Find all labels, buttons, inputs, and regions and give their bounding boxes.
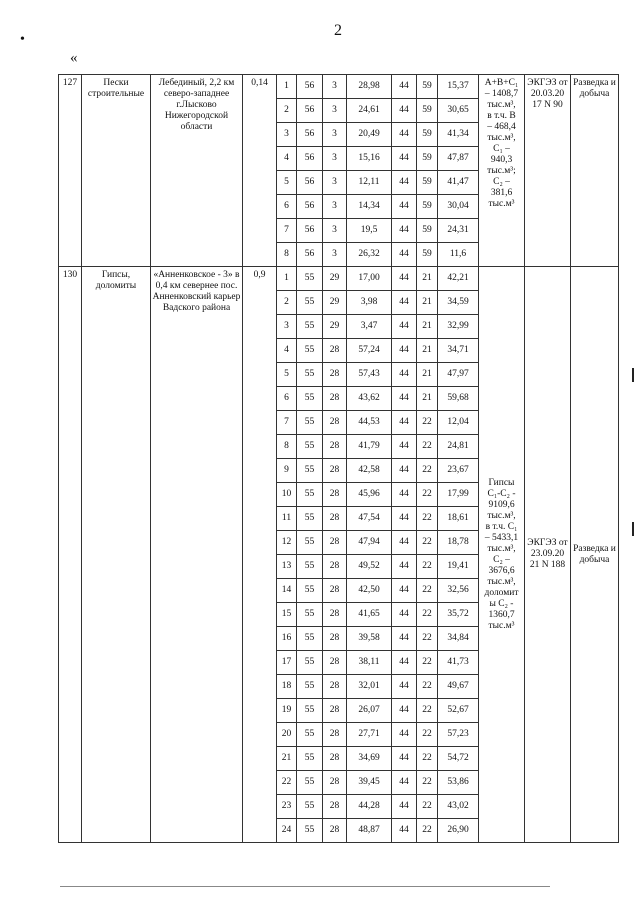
- coordinate-cell: 55: [297, 531, 323, 555]
- coordinate-cell: 22: [417, 819, 438, 843]
- coordinate-cell: 6: [277, 195, 297, 219]
- coordinate-cell: 29: [323, 291, 347, 315]
- coordinate-cell: 41,34: [438, 123, 479, 147]
- coordinate-cell: 44: [392, 339, 417, 363]
- coordinate-cell: 55: [297, 675, 323, 699]
- coordinate-cell: 34,71: [438, 339, 479, 363]
- coordinate-cell: 55: [297, 627, 323, 651]
- coordinate-cell: 42,21: [438, 267, 479, 291]
- coordinate-cell: 3: [323, 219, 347, 243]
- coordinate-cell: 14,34: [347, 195, 392, 219]
- coordinate-cell: 3: [323, 171, 347, 195]
- coordinate-cell: 47,94: [347, 531, 392, 555]
- coordinate-cell: 30,04: [438, 195, 479, 219]
- coordinate-cell: 44: [392, 267, 417, 291]
- coordinate-cell: 44: [392, 555, 417, 579]
- reserves-line: тыс.м³: [488, 199, 515, 209]
- coordinate-cell: 55: [297, 387, 323, 411]
- bottom-rule: [60, 886, 550, 887]
- coordinate-cell: 19: [277, 699, 297, 723]
- coordinate-cell: 22: [417, 723, 438, 747]
- coordinate-cell: 44: [392, 723, 417, 747]
- coordinate-cell: 34,84: [438, 627, 479, 651]
- coordinate-cell: 5: [277, 363, 297, 387]
- coordinate-cell: 44: [392, 123, 417, 147]
- coordinate-cell: 57,23: [438, 723, 479, 747]
- coordinate-cell: 44: [392, 483, 417, 507]
- coordinate-cell: 2: [277, 99, 297, 123]
- deposit-location: Лебединый, 2,2 км северо-западнее г.Лысково Нижегородской области: [151, 75, 243, 267]
- coordinate-cell: 55: [297, 723, 323, 747]
- page-number: 2: [334, 22, 342, 39]
- coordinate-cell: 21: [417, 339, 438, 363]
- coordinate-cell: 21: [417, 291, 438, 315]
- coordinate-cell: 41,47: [438, 171, 479, 195]
- coordinate-cell: 28: [323, 459, 347, 483]
- coordinate-cell: 22: [417, 795, 438, 819]
- coordinate-cell: 59: [417, 195, 438, 219]
- coordinate-cell: 12: [277, 531, 297, 555]
- coordinate-cell: 44: [392, 219, 417, 243]
- coordinate-cell: 35,72: [438, 603, 479, 627]
- opening-quote: «: [70, 50, 78, 66]
- coordinate-cell: 38,11: [347, 651, 392, 675]
- coordinate-cell: 1: [277, 75, 297, 99]
- coordinate-cell: 55: [297, 483, 323, 507]
- table-row: [59, 267, 619, 291]
- coordinate-cell: 3: [323, 195, 347, 219]
- mineral-name: Гипсы, доломиты: [82, 267, 151, 843]
- coordinate-cell: 41,79: [347, 435, 392, 459]
- coordinate-cell: 6: [277, 387, 297, 411]
- coordinate-cell: 3,98: [347, 291, 392, 315]
- coordinate-cell: 45,96: [347, 483, 392, 507]
- coordinate-cell: 47,87: [438, 147, 479, 171]
- coordinate-cell: 28: [323, 387, 347, 411]
- coordinate-cell: 59: [417, 243, 438, 267]
- coordinate-cell: 10: [277, 483, 297, 507]
- coordinate-cell: 44: [392, 531, 417, 555]
- coordinate-cell: 44: [392, 243, 417, 267]
- coordinate-cell: 21: [417, 315, 438, 339]
- coordinate-cell: 56: [297, 99, 323, 123]
- coordinate-cell: 34,69: [347, 747, 392, 771]
- reserves-line: C₂ –: [493, 177, 510, 187]
- coordinate-cell: 12,04: [438, 411, 479, 435]
- coordinate-cell: 55: [297, 747, 323, 771]
- coordinate-cell: 44: [392, 795, 417, 819]
- coordinate-cell: 18: [277, 675, 297, 699]
- coordinate-cell: 28: [323, 507, 347, 531]
- coordinate-cell: 28: [323, 651, 347, 675]
- reserves-line: доломит: [484, 587, 519, 598]
- coordinate-cell: 44: [392, 291, 417, 315]
- coordinate-cell: 24,81: [438, 435, 479, 459]
- coordinate-cell: 55: [297, 339, 323, 363]
- coordinate-cell: 57,24: [347, 339, 392, 363]
- coordinate-cell: 22: [417, 507, 438, 531]
- coordinate-cell: 28: [323, 723, 347, 747]
- coordinate-cell: 44: [392, 195, 417, 219]
- coordinate-cell: 52,67: [438, 699, 479, 723]
- coordinate-cell: 39,45: [347, 771, 392, 795]
- coordinate-cell: 21: [417, 387, 438, 411]
- license-purpose: Разведка и добыча: [571, 75, 619, 267]
- reserves-line: – 5433,1: [484, 532, 519, 543]
- coordinate-cell: 55: [297, 507, 323, 531]
- area-value: 0,14: [243, 75, 277, 267]
- coordinate-cell: 24,31: [438, 219, 479, 243]
- deposits-table: [58, 74, 619, 843]
- coordinate-cell: 22: [417, 531, 438, 555]
- coordinate-cell: 22: [417, 435, 438, 459]
- row-number: 130: [59, 267, 82, 843]
- coordinate-cell: 49,52: [347, 555, 392, 579]
- coordinate-cell: 44: [392, 387, 417, 411]
- coordinate-cell: 44: [392, 819, 417, 843]
- coordinate-cell: 15: [277, 603, 297, 627]
- coordinate-cell: 26,90: [438, 819, 479, 843]
- coordinate-cell: 22: [417, 579, 438, 603]
- reserves-cell: [479, 75, 525, 267]
- coordinate-cell: 44: [392, 675, 417, 699]
- coordinate-cell: 32,99: [438, 315, 479, 339]
- coordinate-cell: 56: [297, 171, 323, 195]
- coordinate-cell: 56: [297, 147, 323, 171]
- coordinate-cell: 22: [417, 771, 438, 795]
- coordinate-cell: 28: [323, 579, 347, 603]
- coordinate-cell: 55: [297, 651, 323, 675]
- coordinate-cell: 55: [297, 579, 323, 603]
- coordinate-cell: 44: [392, 411, 417, 435]
- coordinate-cell: 22: [417, 699, 438, 723]
- coordinate-cell: 32,56: [438, 579, 479, 603]
- coordinate-cell: 11: [277, 507, 297, 531]
- row-number: 127: [59, 75, 82, 267]
- reserves-line: 3676,6: [488, 565, 515, 576]
- coordinate-cell: 56: [297, 123, 323, 147]
- mineral-name: Пески строительные: [82, 75, 151, 267]
- coordinate-cell: 2: [277, 291, 297, 315]
- coordinate-cell: 3: [323, 75, 347, 99]
- coordinate-cell: 43,02: [438, 795, 479, 819]
- coordinate-cell: 15,37: [438, 75, 479, 99]
- coordinate-cell: 28: [323, 339, 347, 363]
- margin-mark: [632, 522, 634, 536]
- reserves-line: C₂ –: [493, 554, 510, 565]
- reserves-line: 1360,7: [488, 609, 515, 620]
- reserves-line: тыс.м³,: [487, 510, 516, 521]
- coordinate-cell: 49,67: [438, 675, 479, 699]
- coordinate-cell: 44: [392, 651, 417, 675]
- coordinate-cell: 55: [297, 699, 323, 723]
- coordinate-cell: 20,49: [347, 123, 392, 147]
- coordinate-cell: 17,00: [347, 267, 392, 291]
- coordinate-cell: 44: [392, 315, 417, 339]
- coordinate-cell: 28: [323, 363, 347, 387]
- coordinate-cell: 17,99: [438, 483, 479, 507]
- coordinate-cell: 30,65: [438, 99, 479, 123]
- coordinate-cell: 55: [297, 795, 323, 819]
- coordinate-cell: 55: [297, 411, 323, 435]
- coordinate-cell: 56: [297, 195, 323, 219]
- coordinate-cell: 59: [417, 219, 438, 243]
- license-purpose: Разведка и добыча: [571, 267, 619, 843]
- coordinate-cell: 3: [323, 123, 347, 147]
- margin-mark: [632, 368, 634, 382]
- reserves-cell: [479, 267, 525, 843]
- coordinate-cell: 55: [297, 363, 323, 387]
- reserves-line: 940,3: [490, 155, 513, 165]
- coordinate-cell: 22: [417, 651, 438, 675]
- coordinate-cell: 56: [297, 243, 323, 267]
- coordinate-cell: 28: [323, 699, 347, 723]
- coordinate-cell: 54,72: [438, 747, 479, 771]
- coordinate-cell: 20: [277, 723, 297, 747]
- coordinate-cell: 44: [392, 459, 417, 483]
- coordinate-cell: 44,53: [347, 411, 392, 435]
- coordinate-cell: 22: [417, 411, 438, 435]
- coordinate-cell: 55: [297, 603, 323, 627]
- coordinate-cell: 55: [297, 291, 323, 315]
- coordinate-cell: 44: [392, 747, 417, 771]
- coordinate-cell: 28: [323, 771, 347, 795]
- coordinate-cell: 15,16: [347, 147, 392, 171]
- reserves-line: – 1408,7: [484, 89, 519, 99]
- coordinate-cell: 44: [392, 171, 417, 195]
- coordinate-cell: 55: [297, 819, 323, 843]
- coordinate-cell: 41,65: [347, 603, 392, 627]
- coordinate-cell: 21: [417, 267, 438, 291]
- reserves-line: Гипсы: [488, 477, 515, 488]
- reserves-line: тыс.м³,: [487, 543, 516, 554]
- coordinate-cell: 3: [323, 147, 347, 171]
- coordinate-cell: 23,67: [438, 459, 479, 483]
- coordinate-cell: 34,59: [438, 291, 479, 315]
- coordinate-cell: 57,43: [347, 363, 392, 387]
- coordinate-cell: 29: [323, 315, 347, 339]
- area-value: 0,9: [243, 267, 277, 843]
- coordinate-cell: 28: [323, 435, 347, 459]
- coordinate-cell: 3: [277, 123, 297, 147]
- coordinate-cell: 28,98: [347, 75, 392, 99]
- coordinate-cell: 9: [277, 459, 297, 483]
- approval-reference: ЭКГЭЗ от 23.09.20 21 N 188: [525, 267, 571, 843]
- coordinate-cell: 44: [392, 363, 417, 387]
- coordinate-cell: 11,6: [438, 243, 479, 267]
- coordinate-cell: 53,86: [438, 771, 479, 795]
- coordinate-cell: 8: [277, 243, 297, 267]
- coordinate-cell: 44: [392, 603, 417, 627]
- reserves-line: в т.ч. C₁: [485, 521, 518, 532]
- reserves-line: 9109,6: [488, 499, 515, 510]
- coordinate-cell: 22: [417, 747, 438, 771]
- coordinate-cell: 44: [392, 99, 417, 123]
- reserves-line: тыс.м³,: [487, 576, 516, 587]
- coordinate-cell: 16: [277, 627, 297, 651]
- coordinate-cell: 56: [297, 219, 323, 243]
- coordinate-cell: 44: [392, 507, 417, 531]
- coordinate-cell: 1: [277, 267, 297, 291]
- coordinate-cell: 28: [323, 627, 347, 651]
- coordinate-cell: 3,47: [347, 315, 392, 339]
- coordinate-cell: 28: [323, 531, 347, 555]
- coordinate-cell: 28: [323, 411, 347, 435]
- reserves-line: тыс.м³,: [487, 100, 516, 110]
- coordinate-cell: 41,73: [438, 651, 479, 675]
- coordinate-cell: 44: [392, 627, 417, 651]
- reserves-line: C₁ –: [493, 144, 510, 154]
- coordinate-cell: 28: [323, 747, 347, 771]
- coordinate-cell: 48,87: [347, 819, 392, 843]
- coordinate-cell: 24: [277, 819, 297, 843]
- reserves-line: в т.ч. В: [487, 111, 516, 121]
- coordinate-cell: 47,54: [347, 507, 392, 531]
- coordinate-cell: 27,71: [347, 723, 392, 747]
- coordinate-cell: 44: [392, 699, 417, 723]
- coordinate-cell: 44: [392, 771, 417, 795]
- reserves-line: ы C₂ -: [489, 598, 514, 609]
- coordinate-cell: 59: [417, 99, 438, 123]
- coordinate-cell: 13: [277, 555, 297, 579]
- coordinate-cell: 22: [417, 675, 438, 699]
- coordinate-cell: 44: [392, 147, 417, 171]
- coordinate-cell: 55: [297, 771, 323, 795]
- coordinate-cell: 22: [417, 603, 438, 627]
- coordinate-cell: 22: [417, 627, 438, 651]
- table-row: [59, 75, 619, 99]
- reserves-line: тыс.м³;: [487, 166, 516, 176]
- coordinate-cell: 12,11: [347, 171, 392, 195]
- coordinate-cell: 28: [323, 555, 347, 579]
- coordinate-cell: 55: [297, 267, 323, 291]
- coordinate-cell: 18,61: [438, 507, 479, 531]
- coordinate-cell: 8: [277, 435, 297, 459]
- coordinate-cell: 22: [417, 459, 438, 483]
- coordinate-cell: 14: [277, 579, 297, 603]
- coordinate-cell: 18,78: [438, 531, 479, 555]
- coordinate-cell: 55: [297, 555, 323, 579]
- coordinate-cell: 28: [323, 603, 347, 627]
- scan-mark: •: [20, 32, 25, 47]
- reserves-line: 381,6: [490, 188, 513, 198]
- coordinate-cell: 55: [297, 315, 323, 339]
- reserves-line: A+B+C₁: [484, 78, 519, 88]
- coordinate-cell: 44: [392, 75, 417, 99]
- coordinate-cell: 23: [277, 795, 297, 819]
- coordinate-cell: 17: [277, 651, 297, 675]
- coordinate-cell: 39,58: [347, 627, 392, 651]
- coordinate-cell: 3: [323, 99, 347, 123]
- reserves-line: – 468,4: [487, 122, 516, 132]
- coordinate-cell: 42,58: [347, 459, 392, 483]
- coordinate-cell: 22: [417, 483, 438, 507]
- reserves-line: тыс.м³: [488, 620, 515, 631]
- coordinate-cell: 5: [277, 171, 297, 195]
- coordinate-cell: 26,32: [347, 243, 392, 267]
- coordinate-cell: 55: [297, 459, 323, 483]
- coordinate-cell: 44,28: [347, 795, 392, 819]
- reserves-line: C₁-C₂ -: [487, 488, 516, 499]
- coordinate-cell: 44: [392, 435, 417, 459]
- coordinate-cell: 24,61: [347, 99, 392, 123]
- coordinate-cell: 7: [277, 219, 297, 243]
- coordinate-cell: 59: [417, 171, 438, 195]
- reserves-line: тыс.м³,: [487, 133, 516, 143]
- coordinate-cell: 22: [277, 771, 297, 795]
- coordinate-cell: 59: [417, 123, 438, 147]
- coordinate-cell: 19,5: [347, 219, 392, 243]
- coordinate-cell: 21: [417, 363, 438, 387]
- deposit-location: «Анненковское - 3» в 0,4 км севернее пос. Анненковский карьер Вадского района: [151, 267, 243, 843]
- coordinate-cell: 59,68: [438, 387, 479, 411]
- coordinate-cell: 4: [277, 147, 297, 171]
- coordinate-cell: 28: [323, 819, 347, 843]
- coordinate-cell: 56: [297, 75, 323, 99]
- coordinate-cell: 55: [297, 435, 323, 459]
- coordinate-cell: 42,50: [347, 579, 392, 603]
- coordinate-cell: 29: [323, 267, 347, 291]
- coordinate-cell: 44: [392, 579, 417, 603]
- coordinate-cell: 3: [323, 243, 347, 267]
- coordinate-cell: 28: [323, 483, 347, 507]
- coordinate-cell: 28: [323, 675, 347, 699]
- coordinate-cell: 59: [417, 147, 438, 171]
- coordinate-cell: 43,62: [347, 387, 392, 411]
- coordinate-cell: 7: [277, 411, 297, 435]
- coordinate-cell: 28: [323, 795, 347, 819]
- coordinate-cell: 22: [417, 555, 438, 579]
- coordinate-cell: 21: [277, 747, 297, 771]
- coordinate-cell: 3: [277, 315, 297, 339]
- coordinate-cell: 47,97: [438, 363, 479, 387]
- coordinate-cell: 32,01: [347, 675, 392, 699]
- coordinate-cell: 26,07: [347, 699, 392, 723]
- coordinate-cell: 19,41: [438, 555, 479, 579]
- coordinate-cell: 59: [417, 75, 438, 99]
- approval-reference: ЭКГЭЗ от 20.03.20 17 N 90: [525, 75, 571, 267]
- coordinate-cell: 4: [277, 339, 297, 363]
